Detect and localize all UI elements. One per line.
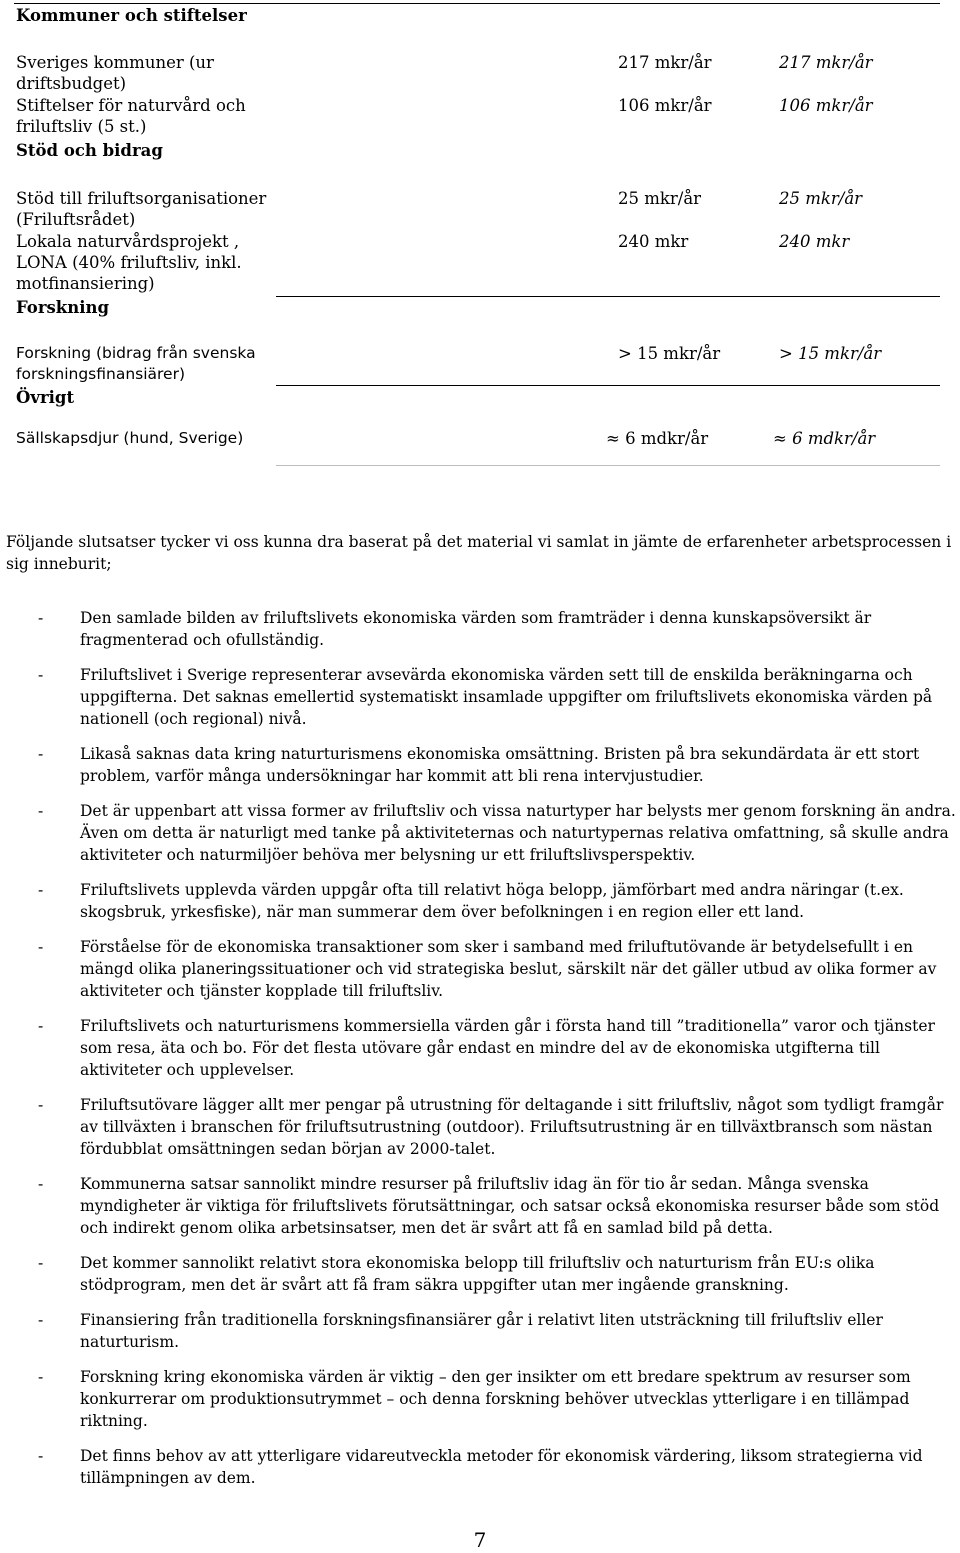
list-item-text: Kommunerna satsar sannolikt mindre resurser på friluftsliv idag än för tio år sedan. Många svenska myndigheter är viktiga för friluftslivets förutsättningar, och satsar också ekonomiska resurser både som stöd och indirekt genom olika arbetsinsatser, men det är svårt att få en samlad bild på detta. (80, 1175, 940, 1237)
row-value: 25 mkr/år (618, 189, 702, 208)
bullet-marker: - (38, 802, 44, 820)
page-number: 7 (473, 1528, 487, 1552)
bullet-marker: - (38, 938, 44, 956)
list-item (0, 1309, 960, 1353)
list-item-text: Den samlade bilden av friluftslivets ekonomiska värden som framträder i denna kunskapsöversikt är fragmenterad och ofullständig. (80, 609, 872, 649)
bullet-marker: - (38, 881, 44, 899)
list-item (0, 664, 960, 730)
list-item-text: Likaså saknas data kring naturturismens ekonomiska omsättning. Bristen på bra sekundärdata är ett stort problem, varför många undersökningar har kommit att bli rena intervjustudier. (80, 745, 920, 785)
row-value-alt: > 15 mkr/år (779, 344, 882, 363)
list-item (0, 936, 960, 1002)
row-label: Stiftelser för naturvård och friluftsliv (5 st.) (16, 96, 246, 136)
list-item (0, 800, 960, 866)
row-value-alt: 240 mkr (779, 232, 850, 251)
list-item-text: Det finns behov av att ytterligare vidareutveckla metoder för ekonomisk värdering, liksom strategierna vid tillämpningen av dem. (80, 1447, 923, 1487)
row-value: ≈ 6 mdkr/år (606, 429, 709, 448)
bullet-marker: - (38, 666, 44, 684)
list-item (0, 1252, 960, 1296)
row-value-alt: 217 mkr/år (779, 53, 873, 72)
row-value-alt: 106 mkr/år (779, 96, 873, 115)
list-item-text: Det kommer sannolikt relativt stora ekonomiska belopp till friluftsliv och naturturism från EU:s olika stödprogram, men det är svårt att få fram säkra uppgifter utan mer ingående granskning. (80, 1254, 875, 1294)
intro-paragraph: Följande slutsatser tycker vi oss kunna dra baserat på det material vi samlat in jämte de erfarenheter arbetsprocessen i sig inneburit; (6, 533, 952, 573)
bullet-marker: - (38, 1368, 44, 1386)
row-label: Sveriges kommuner (ur driftsbudget) (16, 53, 214, 93)
bullet-marker: - (38, 1096, 44, 1114)
row-value-alt: ≈ 6 mdkr/år (773, 429, 876, 448)
row-value: 240 mkr (618, 232, 689, 251)
list-item (0, 1094, 960, 1160)
list-item-text: Det är uppenbart att vissa former av friluftsliv och vissa naturtyper har belysts mer genom forskning än andra. Även om detta är naturligt med tanke på aktiviteternas och naturtypernas relativa omfattning, så skulle andra aktiviteter och naturmiljöer behöva mer belysning ur ett friluftslivsperspektiv. (80, 802, 956, 864)
list-item-text: Friluftsutövare lägger allt mer pengar på utrustning för deltagande i sitt friluftsliv, något som tydligt framgår av tillväxten i branschen för friluftsutrustning (outdoor). Friluftsutrustning är en tillväxtbransch som nästan fördubblat omsättningen sedan början av 2000-talet. (80, 1096, 944, 1158)
list-item-text: Finansiering från traditionella forskningsfinansiärer går i relativt liten utsträckning till friluftsliv eller naturturism. (80, 1311, 883, 1351)
table-rule (276, 385, 940, 386)
list-item-text: Förståelse för de ekonomiska transaktioner som sker i samband med friluftutövande är betydelsefullt i en mängd olika planeringssituationer och vid strategiska beslut, särskilt när det gäller utbud av olika former av aktiviteter och tjänster kopplade till friluftsliv. (80, 938, 937, 1000)
bullet-marker: - (38, 1311, 44, 1329)
row-value: 106 mkr/år (618, 96, 712, 115)
list-item-text: Friluftslivet i Sverige representerar avsevärda ekonomiska värden sett till de enskilda beräkningarna och uppgifterna. Det saknas emellertid systematiskt insamlade uppgifter om friluftslivets ekonomiska värden på nationell (och regional) nivå. (80, 666, 933, 728)
bullet-marker: - (38, 1447, 44, 1465)
row-label: Lokala naturvårdsprojekt , LONA (40% friluftsliv, inkl. motfinansiering) (16, 232, 242, 293)
row-label: Forskning (bidrag från svenska forskningsfinansiärer) (16, 344, 256, 383)
table-rule (276, 465, 940, 466)
list-item (0, 1173, 960, 1239)
list-item (0, 743, 960, 787)
section-heading: Kommuner och stiftelser (16, 6, 247, 25)
row-value: 217 mkr/år (618, 53, 712, 72)
section-heading: Övrigt (16, 388, 75, 407)
list-item (0, 879, 960, 923)
list-item (0, 607, 960, 651)
bullet-marker: - (38, 1017, 44, 1035)
row-value-alt: 25 mkr/år (779, 189, 863, 208)
conclusions-list (0, 607, 960, 1502)
list-item (0, 1015, 960, 1081)
row-label: Stöd till friluftsorganisationer (Friluftsrådet) (16, 189, 267, 229)
table-rule (276, 296, 940, 297)
bullet-marker: - (38, 745, 44, 763)
row-value: > 15 mkr/år (618, 344, 721, 363)
bullet-marker: - (38, 609, 44, 627)
list-item-text: Forskning kring ekonomiska värden är viktig – den ger insikter om ett bredare spektrum av resurser som konkurrerar om produktionsutrymmet – och denna forskning behöver utvecklas ytterligare i en tillämpad riktning. (80, 1368, 911, 1430)
bullet-marker: - (38, 1175, 44, 1193)
list-item-text: Friluftslivets upplevda värden uppgår ofta till relativt höga belopp, jämförbart med andra näringar (t.ex. skogsbruk, yrkesfiske), när man summerar dem över befolkningen i en region eller ett land. (80, 881, 904, 921)
list-item (0, 1445, 960, 1489)
list-item (0, 1366, 960, 1432)
bullet-marker: - (38, 1254, 44, 1272)
row-label: Sällskapsdjur (hund, Sverige) (16, 429, 244, 447)
list-item-text: Friluftslivets och naturturismens kommersiella värden går i första hand till ”traditionella” varor och tjänster som resa, äta och bo. För det flesta utövare går endast en mindre del av de ekonomiska utgifterna till aktiviteter och upplevelser. (80, 1017, 935, 1079)
section-heading: Forskning (16, 298, 110, 317)
section-heading: Stöd och bidrag (16, 141, 163, 160)
table-rule (14, 3, 940, 4)
